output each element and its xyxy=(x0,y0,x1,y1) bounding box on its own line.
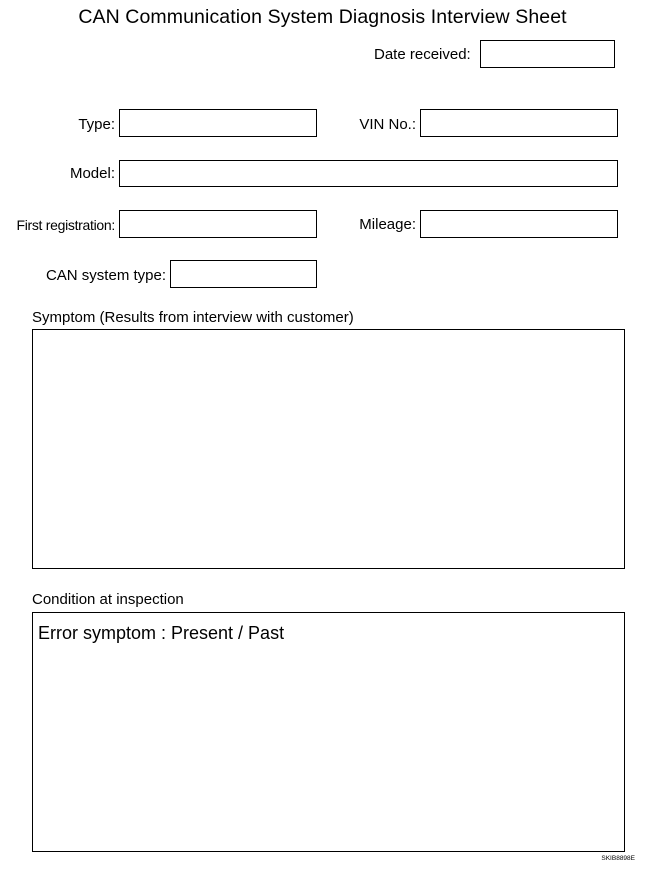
vin-no-field[interactable] xyxy=(420,109,618,137)
can-system-type-field[interactable] xyxy=(170,260,317,288)
first-registration-field[interactable] xyxy=(119,210,317,238)
mileage-label: Mileage: xyxy=(359,216,416,233)
type-field[interactable] xyxy=(119,109,317,137)
figure-code: SKIB8898E xyxy=(601,855,635,862)
first-registration-label: First registration: xyxy=(16,217,115,233)
symptom-textarea[interactable] xyxy=(32,329,625,569)
symptom-heading: Symptom (Results from interview with customer) xyxy=(32,309,354,326)
condition-heading: Condition at inspection xyxy=(32,591,184,608)
type-label: Type: xyxy=(78,116,115,133)
date-received-label: Date received: xyxy=(374,46,471,63)
mileage-field[interactable] xyxy=(420,210,618,238)
can-system-type-label: CAN system type: xyxy=(45,267,166,284)
error-symptom-text: Error symptom : Present / Past xyxy=(38,623,285,643)
vin-no-label: VIN No.: xyxy=(359,116,416,133)
model-field[interactable] xyxy=(119,160,618,187)
model-label: Model: xyxy=(69,165,115,182)
date-received-field[interactable] xyxy=(480,40,615,68)
sheet-title: CAN Communication System Diagnosis Interview Sheet xyxy=(78,6,567,28)
condition-textarea[interactable] xyxy=(32,612,625,852)
